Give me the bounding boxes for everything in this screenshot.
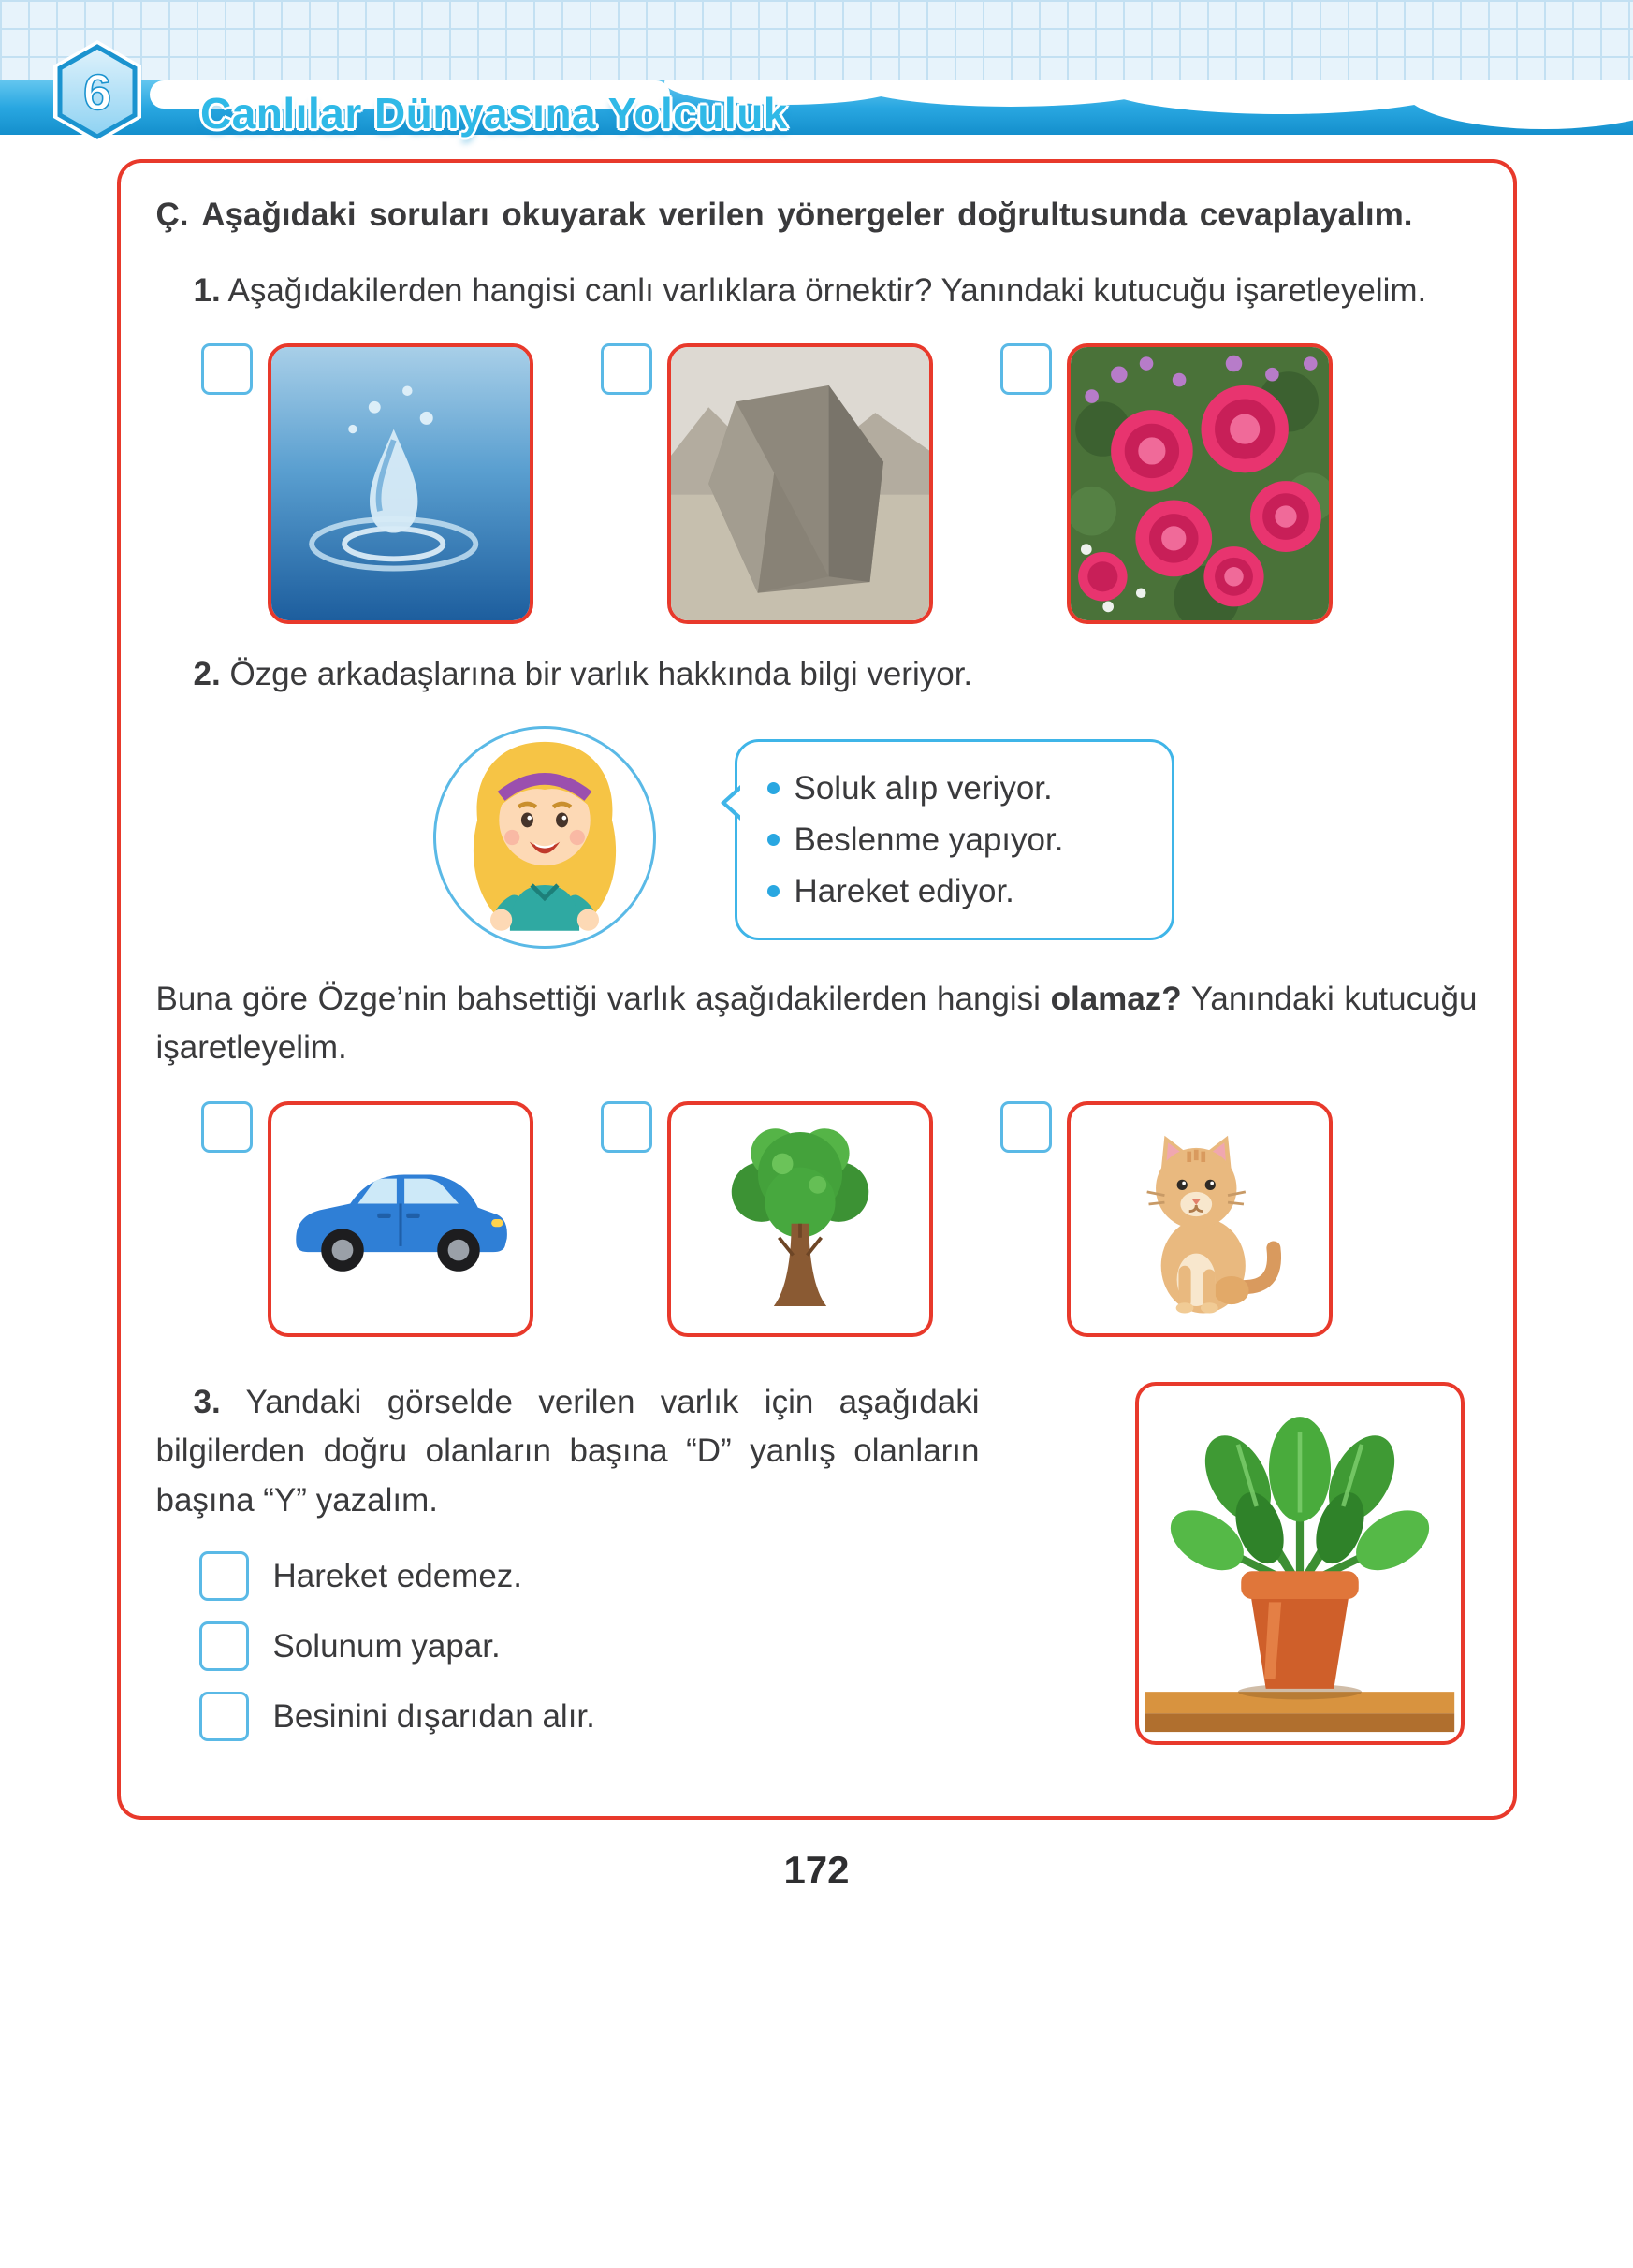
page-header [0, 0, 1633, 142]
activity-box [117, 159, 1517, 1820]
q3-checkbox-1[interactable] [199, 1551, 249, 1601]
q1-checkbox-water[interactable] [201, 343, 253, 395]
option-car [201, 1101, 533, 1337]
question-1-options [201, 343, 1478, 624]
question-1-number: 1. [193, 271, 221, 309]
bubble-item-2 [767, 814, 1142, 865]
bullet-dot-icon [767, 885, 780, 897]
option-water [201, 343, 533, 624]
q3-checkbox-2[interactable] [199, 1621, 249, 1671]
tree-image [667, 1101, 933, 1337]
page-number: 172 [783, 1847, 850, 1892]
question-3-number: 3. [193, 1383, 221, 1420]
option-cat [1000, 1101, 1333, 1337]
ozge-girl-avatar [433, 726, 656, 949]
question-3 [156, 1378, 1478, 1779]
unit-number-badge [49, 37, 146, 151]
question-2-body: Özge arkadaşlarına bir varlık hakkında bilgi veriyor. [229, 656, 973, 692]
potted-plant-image [1135, 1382, 1465, 1745]
bubble-item-3 [767, 865, 1142, 917]
q3-checkbox-3[interactable] [199, 1692, 249, 1741]
bubble-item-2-text: Beslenme yapıyor. [794, 821, 1064, 858]
followup-bold: olamaz? [1050, 980, 1182, 1017]
grid-pattern-background [0, 0, 1633, 92]
question-2-speaker [433, 726, 1478, 949]
bubble-item-1 [767, 763, 1142, 814]
bubble-item-3-text: Hareket ediyor. [794, 873, 1014, 910]
rock-image [667, 343, 933, 624]
option-rock [601, 343, 933, 624]
unit-number: 6 [82, 65, 112, 121]
bullet-dot-icon [767, 782, 780, 794]
statement-3-label: Besinini dışarıdan alır. [272, 1697, 595, 1735]
question-2-text [156, 650, 1478, 700]
question-3-body: Yandaki görselde verilen varlık için aşağıdaki bilgilerden doğru olanların başına “D” yanlış olanların başına “Y” yazalım. [155, 1383, 980, 1519]
bubble-item-1-text: Soluk alıp veriyor. [794, 769, 1053, 807]
question-1-text [156, 267, 1478, 316]
option-tree [601, 1101, 933, 1337]
q2-checkbox-car[interactable] [201, 1101, 253, 1153]
q1-checkbox-flowers[interactable] [1000, 343, 1052, 395]
question-2-number: 2. [193, 656, 221, 692]
statement-1-label: Hareket edemez. [272, 1557, 523, 1594]
car-image [268, 1101, 533, 1337]
followup-post: Yanındaki kutucuğu işaretleyelim. [155, 980, 1478, 1066]
question-2-options [201, 1101, 1478, 1337]
followup-pre: Buna göre Özge’nin bahsettiği varlık aşağıdakilerden hangisi [155, 980, 1041, 1017]
q2-checkbox-tree[interactable] [601, 1101, 652, 1153]
water-splash-image [268, 343, 533, 624]
statement-2-label: Solunum yapar. [272, 1627, 501, 1665]
question-3-text [156, 1378, 980, 1526]
chapter-title: Canlılar Dünyasına Yolculuk [200, 89, 788, 138]
option-flowers [1000, 343, 1333, 624]
section-instruction [156, 191, 1478, 240]
cat-image [1067, 1101, 1333, 1337]
section-label: Ç. [155, 196, 189, 233]
roses-image [1067, 343, 1333, 624]
section-instruction-text: Aşağıdaki soruları okuyarak verilen yönergeler doğrultusunda cevaplayalım. [201, 196, 1413, 233]
speech-bubble [735, 739, 1174, 941]
q2-checkbox-cat[interactable] [1000, 1101, 1052, 1153]
question-2-followup [156, 975, 1478, 1073]
question-1-body: Aşağıdakilerden hangisi canlı varlıklara örnektir? Yanındaki kutucuğu işaretleyelim. [227, 271, 1427, 309]
bullet-dot-icon [767, 834, 780, 846]
q1-checkbox-rock[interactable] [601, 343, 652, 395]
